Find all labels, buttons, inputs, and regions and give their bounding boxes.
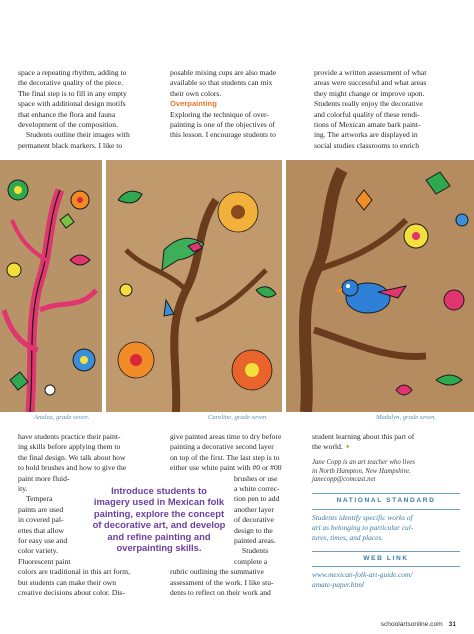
author-bio-line: Jane Copp is an art teacher who lives [312,458,415,466]
artwork-madalyn [286,160,474,412]
text-line: Students outline their images with [26,130,130,140]
page-footer [381,621,456,628]
pull-quote-callout: Introduce students to imagery used in Mexican folk painting, explore the concept of decorative art, and develop and refine painting and overpainting skills. [92,485,226,554]
web-link-url[interactable]: amate-paper.html [312,580,364,590]
text-line: rubric outlining the summative [170,567,264,577]
text-line: painting is one of the objectives of [170,120,276,130]
text-line: social studies classrooms to enrich [314,140,420,150]
top-column-1 [18,68,156,151]
text-line: they might change or improve upon. [314,88,425,98]
text-line: space with additional design motifs [18,99,126,109]
text-line: and colorful quality of these rendi- [314,109,420,119]
web-link-url[interactable]: www.mexican-folk-art-guide.com/ [312,570,413,580]
text-line: creative decisions about color. Dis- [18,588,125,598]
text-line: but students can make their own [18,577,117,587]
text-line: to hold brushes and how to give the [18,463,127,473]
text-line: Students really enjoy the decorative [314,99,423,109]
top-column-3 [314,68,460,151]
text-line: of decorative [234,515,274,525]
text-line: painted areas. [234,536,276,546]
section-heading-overpainting: Overpainting [170,99,217,109]
text-line: posable mixing cups are also made [170,68,277,77]
text-line: areas were successful and what areas [314,78,427,88]
text-line [312,442,460,452]
text-line: their own colors. [170,88,222,98]
artwork-analea [0,160,102,412]
sidebar-column [312,432,460,590]
text-line: available so that students can mix [170,78,273,88]
web-link-title: WEB LINK [312,551,460,567]
caption-madalyn: Madalyn, grade seven. [376,414,437,421]
standard-text-line: tures, times, and places. [312,532,384,542]
standard-text-line: Students identify specific works of [312,512,413,522]
bullet-icon: ✦ [344,443,351,452]
text-line: the decorative quality of the piece. [18,78,123,88]
text-line: a white correc- [234,484,280,494]
national-standard-title: NATIONAL STANDARD [312,493,460,509]
text-line: paint more fluid- [18,473,70,483]
text-line: brushes or use [234,473,278,483]
text-line: The final step is to fill in any empty [18,88,127,98]
text-line: design to the [234,525,273,535]
text-line: Exploring the technique of over- [170,109,269,119]
text-line: ing. The artworks are displayed in [314,130,418,140]
text-line: on top of the first. The last step is to [170,452,280,462]
text-line: space a repeating rhythm, adding to [18,68,127,77]
text-line: permanent black markers. I like to [18,140,123,150]
text-line: student learning about this part of [312,432,415,441]
standard-text-line: art as belonging to particular cul- [312,522,414,532]
author-bio-line: in North Hampton, New Hampshire. [312,467,411,475]
top-column-2 [170,68,308,141]
text-line: ing skills before applying them to [18,442,121,452]
text-line: dents to reflect on their work and [170,588,271,598]
text-line: ettes that allow [18,525,64,535]
text-line: Tempera [26,494,53,504]
caption-analea: Analea, grade seven. [34,414,90,421]
text-line: color variety. [18,546,58,556]
page-number: 31 [448,621,456,628]
text-line: ity. [18,484,28,494]
text-line: colors are traditional in this art form, [18,567,130,577]
text-line: another layer [234,504,274,514]
text-line: that enhance the flora and fauna [18,109,116,119]
text-line: Fluorescent paint [18,556,71,566]
text-line: complete a [234,556,268,566]
text-line: painting a decorative second layer [170,442,274,452]
footer-site: schoolartsonline.com [380,621,443,628]
text-line: Students [242,546,269,556]
text-line: development of the composition. [18,120,118,130]
text-line: provide a written assessment of what [314,68,427,77]
text-line: have students practice their paint- [18,432,121,441]
caption-caroline: Caroline, grade seven. [208,414,268,421]
text-line: for easy use and [18,536,68,546]
text-line: the final design. We talk about how [18,452,126,462]
text-line: tions of Mexican amate bark paint- [314,120,421,130]
author-email: janecopp@comcast.net [312,476,376,484]
text-line: either use white paint with #0 or #00 [170,463,282,473]
text-line: tion pen to add [234,494,280,504]
text-line: paints are used [18,504,64,514]
text-fragment: the world. [312,442,343,452]
text-line: this lesson. I encourage students to [170,130,276,140]
artwork-caroline [106,160,282,412]
text-line: give painted areas time to dry before [170,432,282,441]
text-line: assessment of the work. I like stu- [170,577,274,587]
text-line: in covered pal- [18,515,64,525]
